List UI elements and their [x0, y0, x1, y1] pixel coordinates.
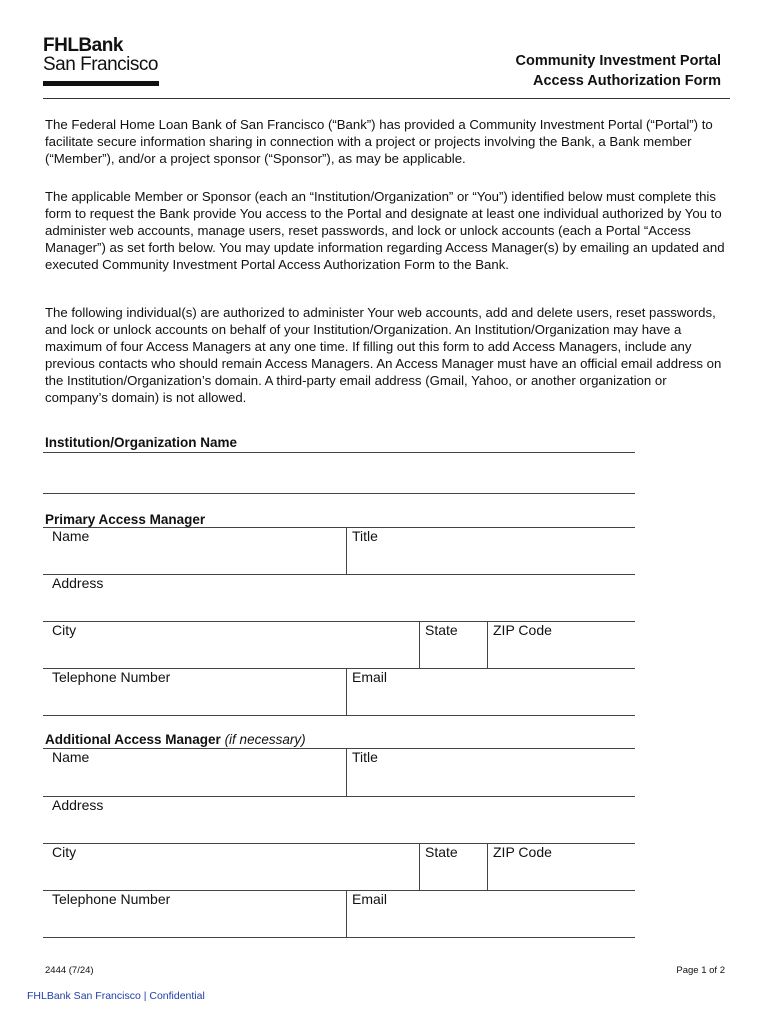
fhlbank-logo — [43, 37, 161, 86]
institution-name-line — [43, 452, 635, 453]
logo-line-1: FHLBank — [43, 35, 123, 56]
additional-heading-note: (if necessary) — [224, 732, 306, 747]
additional-access-manager-heading — [45, 732, 306, 747]
form-title-line-2: Access Authorization Form — [533, 73, 721, 89]
page-number: Page 1 of 2 — [676, 965, 725, 976]
primary-state-divider — [419, 621, 420, 668]
primary-state-field[interactable]: State — [425, 622, 458, 638]
logo-rule — [43, 81, 159, 86]
additional-address-field[interactable]: Address — [52, 797, 104, 813]
primary-address-field[interactable]: Address — [52, 575, 104, 591]
additional-email-field[interactable]: Email — [352, 891, 388, 907]
additional-state-field[interactable]: State — [425, 844, 458, 860]
confidential-label: FHLBank San Francisco | Confidential — [27, 990, 205, 1002]
form-title-line-1: Community Investment Portal — [515, 53, 721, 69]
additional-state-divider — [419, 843, 420, 890]
additional-line-2 — [43, 796, 635, 797]
additional-phone-divider — [346, 890, 347, 937]
institution-name-field[interactable] — [43, 493, 635, 494]
header-divider — [43, 98, 730, 99]
additional-bottom-line — [43, 937, 635, 938]
additional-top-line — [43, 748, 635, 749]
additional-phone-field[interactable]: Telephone Number — [52, 891, 171, 907]
additional-name-divider — [346, 748, 347, 796]
primary-email-field[interactable]: Email — [352, 669, 388, 685]
primary-name-field[interactable]: Name — [52, 528, 90, 544]
primary-zip-divider — [487, 621, 488, 668]
additional-heading-text: Additional Access Manager — [45, 732, 221, 747]
primary-phone-divider — [346, 668, 347, 715]
primary-zip-field[interactable]: ZIP Code — [493, 622, 552, 638]
primary-name-divider — [346, 527, 347, 574]
intro-paragraph-2: The applicable Member or Sponsor (each an “Institution/Organization” or “You”) identified below must complete this form to request the Bank provide You access to the Portal and designate at least one individual authorized by You to administer web accounts, manage users, reset passwords, and lock or unlock accounts (each a Portal “Access Manager”) as set forth below. You may update information regarding Access Manager(s) by emailing an updated and executed Community Investment Portal Access Authorization Form to the Bank. — [45, 189, 725, 272]
form-title — [516, 51, 721, 91]
additional-zip-divider — [487, 843, 488, 890]
primary-title-field[interactable]: Title — [352, 528, 378, 544]
primary-city-field[interactable]: City — [52, 622, 77, 638]
intro-paragraph-3: The following individual(s) are authorized to administer Your web accounts, add and delete users, reset passwords, and lock or unlock accounts on behalf of your Institution/Organization. An Institution/Organization may have a maximum of four Access Managers at any one time. If filling out this form to add Access Managers, include any previous contacts who should remain Access Managers. An Access Manager must have an official email address on the Institution/Organization’s domain. A third-party email address (Gmail, Yahoo, or another organization or company’s domain) is not allowed. — [45, 305, 722, 405]
intro-paragraph-1: The Federal Home Loan Bank of San Francisco (“Bank”) has provided a Community Investment Portal (“Portal”) to facilitate secure information sharing in connection with a project or projects involving the Bank, a Bank member (“Member”), and/or a project sponsor (“Sponsor”), as may be applicable. — [45, 117, 713, 166]
institution-name-label: Institution/Organization Name — [45, 435, 238, 450]
additional-city-field[interactable]: City — [52, 844, 77, 860]
additional-title-field[interactable]: Title — [352, 749, 378, 765]
primary-phone-field[interactable]: Telephone Number — [52, 669, 171, 685]
primary-top-line — [43, 527, 635, 528]
additional-name-field[interactable]: Name — [52, 749, 90, 765]
additional-zip-field[interactable]: ZIP Code — [493, 844, 552, 860]
primary-line-2 — [43, 574, 635, 575]
primary-access-manager-heading: Primary Access Manager — [45, 512, 206, 527]
logo-line-2: San Francisco — [43, 54, 158, 75]
form-number: 2444 (7/24) — [45, 965, 94, 976]
primary-bottom-line — [43, 715, 635, 716]
